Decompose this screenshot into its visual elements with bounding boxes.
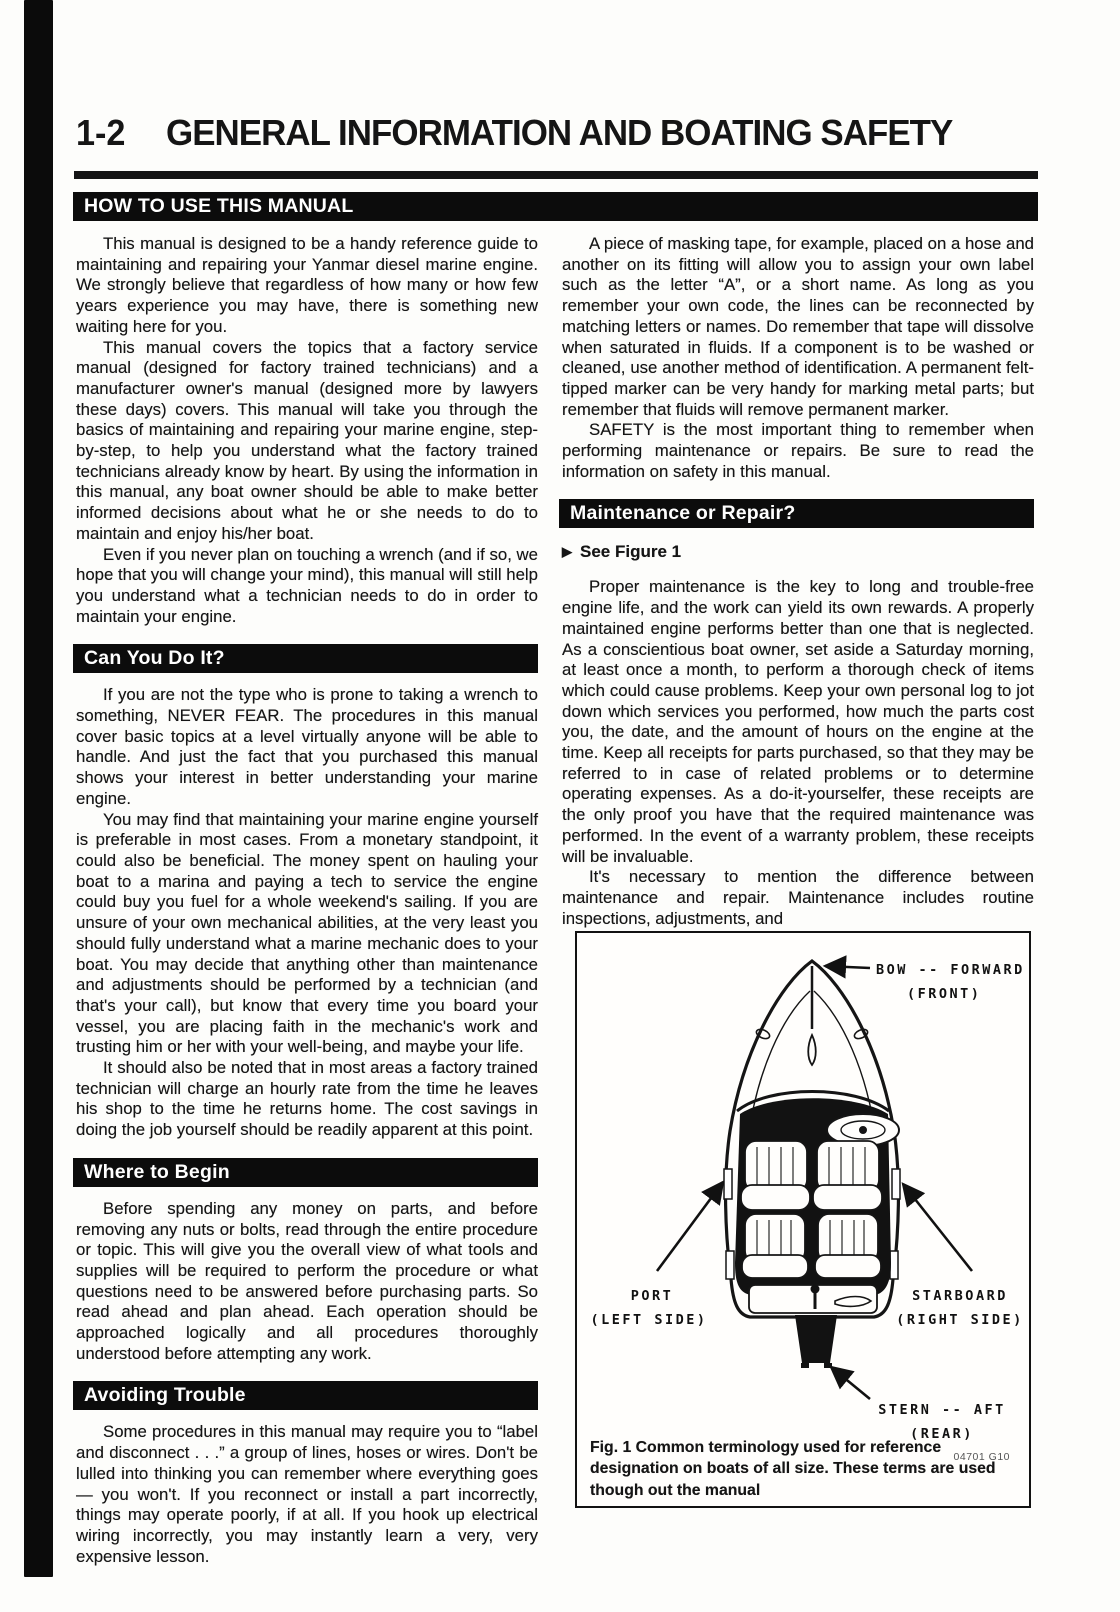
left-column	[76, 234, 538, 1567]
see-figure-reference	[562, 542, 1034, 562]
header-rule	[74, 171, 1038, 179]
stern-label: STERN -- AFT	[878, 1402, 1006, 1418]
paragraph: SAFETY is the most important thing to remember when performing maintenance or repairs. Be sure to read the information on safety in this manual.	[562, 420, 1034, 481]
figure-1-box	[575, 931, 1031, 1508]
paragraph: This manual is designed to be a handy reference guide to maintaining and repairing your Yanmar diesel marine engine. We strongly believe that regardless of how many or how few years experience you may have, there is something new waiting here for you.	[76, 234, 538, 336]
paragraph: This manual covers the topics that a factory service manual (designed for factory trained technicians) and a manufacturer owner's manual (designed more by lawyers these days) covers. This manual will take you through the basics of maintaining and repairing your marine engine, step-by-step, to help you understand what the factory trained technicians already know by heart. By using the information in this manual, any boat owner should be able to make better informed decisions about what he or she needs to do to maintain and enjoy his/her boat.	[76, 337, 538, 543]
page-header	[76, 112, 1036, 154]
paragraph: It's necessary to mention the difference between maintenance and repair. Maintenance includes routine inspections, adjustments, and	[562, 867, 1034, 928]
figure-bullet-icon: ▶	[562, 544, 572, 560]
starboard-label: STARBOARD	[912, 1288, 1008, 1304]
right-column	[562, 234, 1034, 929]
paragraph: Before spending any money on parts, and before removing any nuts or bolts, read through the entire procedure or topic. This will give you the overall view of what tools and supplies will be required to perform the procedure or what questions need to be answered before purchasing parts. So read ahead and plan ahead. Each operation should be approached logically and all procedures thoroughly understood before attempting any work.	[76, 1198, 538, 1363]
starboard-sublabel: (RIGHT SIDE)	[896, 1312, 1024, 1328]
paragraph: Some procedures in this manual may require you to “label and disconnect . . .” a group of lines, hoses or wires. Don't be lulled into thinking you can remember where everything goes — you won't. If you reconnect or install a part incorrectly, things may operate poorly, if at all. If you hook up electrical wiring incorrectly, you may instantly learn a very, very expensive lesson.	[76, 1422, 538, 1566]
paragraph: Even if you never plan on touching a wrench (and if so, we hope that you will change your mind), this manual will still help you understand what a technician needs to do in order to maintain your engine.	[76, 544, 538, 626]
page-title: GENERAL INFORMATION AND BOATING SAFETY	[166, 112, 953, 153]
section-bar-can-you-do-it: Can You Do It?	[73, 644, 538, 673]
photo-code: 04701 G10	[953, 1451, 1010, 1463]
scan-edge-artifact	[24, 0, 53, 1577]
section-bar-how-to-use: HOW TO USE THIS MANUAL	[73, 192, 1038, 221]
paragraph: If you are not the type who is prone to taking a wrench to something, NEVER FEAR. The procedures in this manual cover basic topics at a level virtually anyone will be able to handle. And just the fact that you purchased this manual shows your interest in better understanding your marine engine.	[76, 685, 538, 808]
boat-terminology-diagram	[577, 933, 1029, 1468]
section-bar-avoiding-trouble: Avoiding Trouble	[73, 1381, 538, 1410]
figure-caption: Fig. 1 Common terminology used for reference designation on boats of all size. These terms are used though out the manual	[590, 1438, 996, 1499]
bow-label: BOW -- FORWARD	[876, 962, 1025, 978]
port-sublabel: (LEFT SIDE)	[590, 1312, 708, 1328]
stern-sublabel: (REAR)	[910, 1426, 974, 1442]
stern-and-motor	[749, 1285, 877, 1369]
paragraph: A piece of masking tape, for example, placed on a hose and another on its fitting will allow you to assign your own label such as the letter “A”, or a short name. As long as you remember your own code, the lines can be reconnected by matching letters or names. Do remember that tape will dissolve when saturated in fluids. If a component is to be washed or cleaned, use another method of identification. A permanent felt-tipped marker can be very handy for marking metal parts; but remember that fluids will remove permanent marker.	[562, 234, 1034, 419]
section-bar-where-to-begin: Where to Begin	[73, 1158, 538, 1187]
page-number: 1-2	[76, 112, 126, 153]
port-label: PORT	[630, 1288, 674, 1304]
section-bar-maintenance-or-repair: Maintenance or Repair?	[559, 499, 1034, 528]
paragraph: It should also be noted that in most areas a factory trained technician will charge an hourly rate from the time he leaves his shop to the time he returns home. The cost savings in doing the job yourself should be readily apparent at this point.	[76, 1058, 538, 1140]
paragraph: You may find that maintaining your marine engine yourself is preferable in most cases. From a monetary standpoint, it could also be beneficial. The money spent on hauling your boat to a marina and paying a tech to service the engine could buy you fuel for a whole weekend's sailing. If you are unsure of your own mechanical abilities, at the very least you should fully understand what a marine mechanic does to your boat. You may decide that anything other than maintenance and adjustments should be performed by a technician (and that's your call), but know that every time you board your vessel, you are placing faith in the mechanic's work and trusting him or her with your well-being, and maybe your life.	[76, 809, 538, 1057]
see-figure-label: See Figure 1	[580, 542, 682, 562]
bow-sublabel: (FRONT)	[907, 986, 982, 1002]
paragraph: Proper maintenance is the key to long and trouble-free engine life, and the work can yield its own rewards. A properly maintained engine performs better than one that is neglected. As a conscientious boat owner, set aside a Saturday morning, at least once a month, to perform a thorough check of items which could cause problems. Keep your own personal log to jot down which services you performed, how much the parts cost you, the date, and the amount of hours on the engine at the time. Keep all receipts for parts purchased, so that they may be referred to in case of related problems or to determine operating expenses. As a do-it-yourselfer, these receipts are the only proof you have that the required maintenance was performed. In the event of a warranty problem, these receipts will be invaluable.	[562, 577, 1034, 866]
